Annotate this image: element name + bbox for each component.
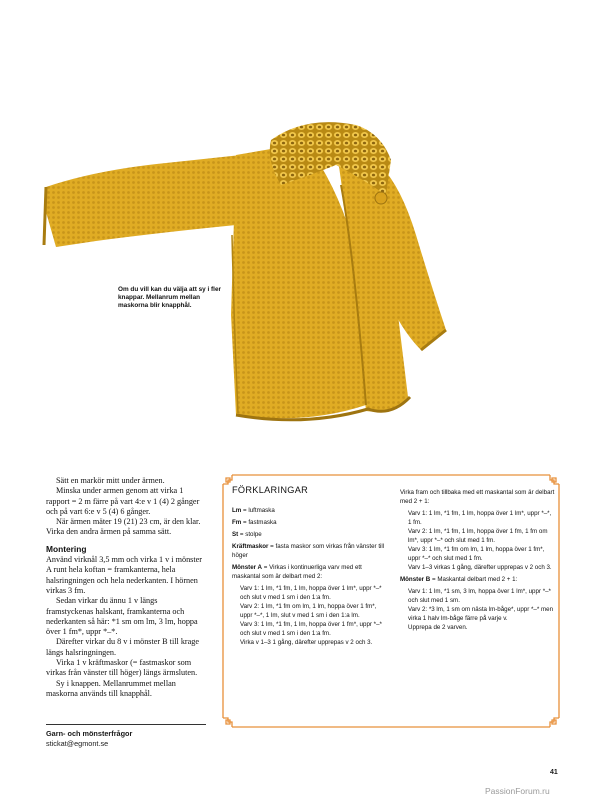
- legend-entry: [232, 638, 388, 647]
- legend-box: [220, 472, 562, 730]
- legend-term: Lm: [232, 507, 242, 514]
- legend-entry: [400, 575, 556, 584]
- instruction-paragraph: Sätt en markör mitt under ärmen.: [56, 476, 165, 485]
- instruction-paragraph: Virka 1 v kräftmaskor (= fastmaskor som virkas från vänster till höger) längs ärmsluten.: [46, 658, 198, 678]
- section-heading-montering: Montering: [46, 543, 87, 554]
- legend-definition: = luftmaska: [241, 507, 275, 514]
- legend-definition: Virka fram och tillbaka med ett maskantal som är delbart med 2 + 1:: [400, 489, 555, 505]
- legend-term: Mönster A: [232, 564, 263, 571]
- instructions-column: [46, 476, 206, 699]
- legend-entry: [232, 530, 388, 539]
- legend-definition: Varv 1: 1 lm, *1 fm, 1 lm, hoppa över 1 lm*, uppr *–*, 1 fm.: [408, 510, 552, 526]
- legend-entry: [232, 542, 388, 560]
- instruction-paragraph: När ärmen mäter 19 (21) 23 cm, är den klar. Virka den andra ärmen på samma sätt.: [46, 517, 201, 537]
- legend-definition: Varv 1: 1 lm, *1 fm, 1 lm, hoppa över 1 lm*, uppr *–* och slut v med 1 sm i den 1:a fm.: [240, 585, 382, 601]
- legend-definition: Varv 3: 1 lm, *1 fm, 1 lm, hoppa över 1 fm*, uppr *–* och slut v med 1 sm i den 1:a fm.: [240, 621, 382, 637]
- legend-entry: [400, 623, 556, 632]
- legend-entry: [232, 620, 388, 638]
- legend-entry: [232, 506, 388, 515]
- legend-term: Kräftmaskor: [232, 543, 269, 550]
- legend-definition: = fasta maskor som virkas från vänster till höger: [232, 543, 385, 559]
- instruction-paragraph: Använd virknål 3,5 mm och virka 1 v i mönster A runt hela koftan = framkanterna, hela halsringningen och hela nederkanten. I hörnen virkas 3 fm.: [46, 555, 202, 595]
- legend-term: St: [232, 531, 239, 538]
- legend-definition: = Virkas i kontinuerliga varv med ett maskantal som är delbart med 2:: [232, 564, 362, 580]
- legend-term: Fm: [232, 519, 242, 526]
- contact-title: Garn- och mönsterfrågor: [46, 729, 133, 738]
- instruction-paragraph: Sy i knappen. Mellanrummet mellan maskorna används till knapphål.: [46, 678, 176, 698]
- legend-entry: [232, 602, 388, 620]
- legend-title: FÖRKLARINGAR: [232, 485, 309, 495]
- legend-entry: [400, 587, 556, 605]
- legend-right-column: [400, 488, 556, 632]
- legend-entry: [400, 488, 556, 506]
- legend-entry: [232, 518, 388, 527]
- legend-definition: = fastmaska: [241, 519, 277, 526]
- legend-entry: [400, 545, 556, 563]
- legend-definition: Varv 2: 1 lm, *1 fm om lm, 1 lm, hoppa över 1 fm*, uppr *–*, 1 lm, slut v med 1 sm i den 1:a lm.: [240, 603, 377, 619]
- instruction-paragraph: Sedan virkar du ännu 1 v längs framstyckenas halskant, framkanterna och nederkanten så här: *1 sm om lm, 3 lm, hoppa över 1 fm*, uppr *–*.: [46, 596, 198, 637]
- legend-definition: Varv 3: 1 lm, *1 fm om lm, 1 lm, hoppa över 1 fm*, uppr *–* och slut med 1 fm.: [408, 546, 545, 562]
- legend-entry: [232, 563, 388, 581]
- cardigan-photo: [36, 115, 476, 445]
- instruction-paragraph: Minska under armen genom att virka 1 rapport = 2 m färre på vart 4:e v 1 (4) 2 gånger och på vart 6:e v 5 (4) 6 gånger.: [46, 486, 200, 516]
- legend-entry: [400, 509, 556, 527]
- legend-term: Mönster B: [400, 576, 431, 583]
- legend-definition: Virka v 1–3 1 gång, därefter upprepas v 2 och 3.: [240, 639, 373, 646]
- legend-entry: [400, 605, 556, 623]
- contact-email[interactable]: stickat@egmont.se: [46, 739, 109, 748]
- legend-definition: Varv 2: 1 lm, *1 fm, 1 lm, hoppa över 1 fm, 1 fm om lm*, uppr *–* och slut med 1 fm.: [408, 528, 548, 544]
- legend-definition: Upprepa de 2 varven.: [408, 624, 468, 631]
- watermark: PassionForum.ru: [485, 786, 550, 796]
- legend-definition: = stolpe: [238, 531, 262, 538]
- page-number: 41: [550, 769, 558, 776]
- legend-left-column: [232, 506, 388, 647]
- legend-entry: [400, 563, 556, 572]
- legend-definition: Varv 2: *3 lm, 1 sm om nästa lm-båge*, uppr *–* men virka 1 halv lm-båge färre på varje v.: [408, 606, 554, 622]
- instruction-paragraph: Därefter virkar du 8 v i mönster B till krage längs halsringningen.: [46, 637, 200, 657]
- legend-definition: Varv 1–3 virkas 1 gång, därefter upprepas v 2 och 3.: [408, 564, 552, 571]
- legend-definition: = Maskantal delbart med 2 + 1:: [430, 576, 518, 583]
- legend-entry: [400, 527, 556, 545]
- legend-entry: [232, 584, 388, 602]
- legend-definition: Varv 1: 1 lm, *1 sm, 3 lm, hoppa över 1 lm*, uppr *–* och slut med 1 sm.: [408, 588, 551, 604]
- photo-caption: Om du vill kan du välja att sy i fler knappar. Mellanrum mellan maskorna blir knapphål.: [118, 286, 221, 309]
- contact-block: [46, 724, 206, 749]
